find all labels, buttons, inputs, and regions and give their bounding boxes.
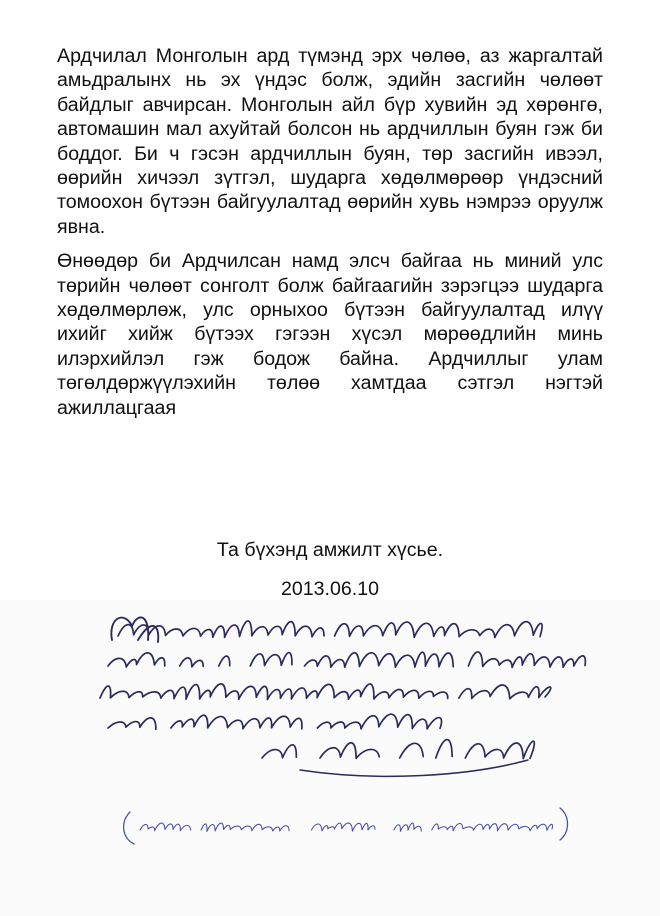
signature-underline — [300, 760, 528, 776]
closing-wish: Та бүхэнд амжилт хүсье. — [216, 539, 444, 561]
letter-date: 2013.06.10 — [280, 578, 380, 600]
handwriting-drawing — [0, 600, 660, 916]
signature-line-2 — [108, 652, 585, 667]
handwritten-signature-block — [0, 600, 660, 916]
signature-line-5 — [262, 740, 534, 759]
signature-line-3 — [100, 684, 551, 700]
handwritten-note — [140, 823, 553, 831]
signature-line-1 — [118, 621, 542, 638]
letter-paragraph-1: Ардчилал Монголын ард түмэнд эрх чөлөө, аз жаргалтай амьдралынх нь эх үндэс болж, эдийн засгийн чөлөөт байдлыг авчирсан. Монголын айл бүр хувийн эд хөрөнгө, автомашин мал ахуйтай болсон нь ардчиллын буян гэж би боддог. Би ч гэсэн ардчиллын буян, төр засгийн ивээл, өөрийн хичээл зүтгэл, шударга хөдөлмөрөөр үндэсний томоохон бүтээн байгуулалтад өөрийн хувь нэмрээ оруулж явна. — [57, 45, 603, 238]
note-left-bracket — [124, 812, 134, 844]
signature-line-4 — [108, 714, 442, 729]
letter-body — [57, 44, 603, 420]
note-right-bracket — [560, 808, 568, 840]
letter-paragraph-2: Өнөөдөр би Ардчилсан намд элсч байгаа нь миний улс төрийн чөлөөт сонголт болж байгаагийн зэрэгцээ шударга хөдөлмөрлөж, улс орныхоо бүтээн байгуулалтад илүү ихийг хийж бүтээх гэгээн хүсэл мөрөөдлийн минь илэрхийлэл гэж бодож байна. Ардчиллыг улам төгөлдөржүүлэхийн төлөө хамтдаа сэтгэл нэгтэй ажиллацгаая — [57, 250, 603, 419]
signature-flourish — [111, 617, 158, 642]
